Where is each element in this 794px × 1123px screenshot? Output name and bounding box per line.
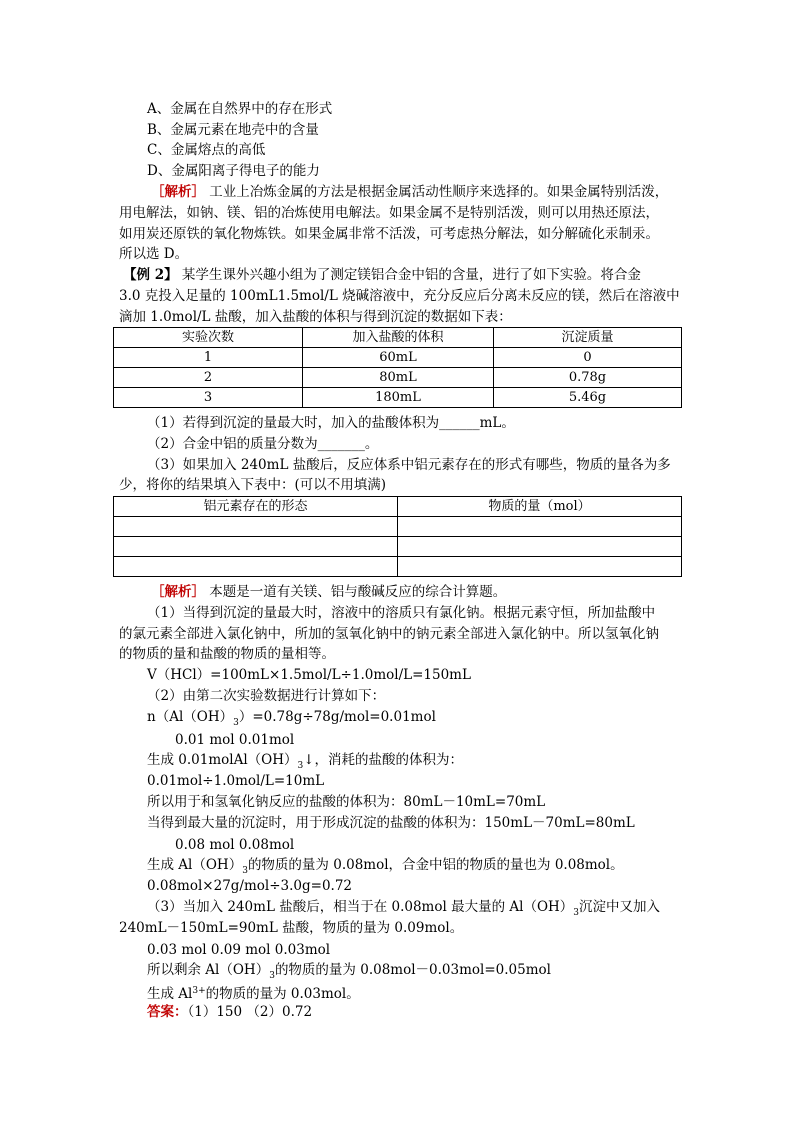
question-3-line1: （3）如果加入 240mL 盐酸后，反应体系中铝元素存在的形式有哪些，物质的量各为多 <box>147 457 671 473</box>
table-row <box>114 557 682 577</box>
answer-tag: 答案： <box>147 1004 188 1020</box>
experiment-table <box>113 327 682 408</box>
generate-line-2: 生成 $Al(OH)_3$的物质的量为 0.08mol，合金中铝的物质的量也为 0.08mol。 <box>147 857 624 876</box>
equation-1: V（HCl）=100mL×1.5mol/L÷1.0mol/L=150mL <box>147 667 471 683</box>
table-cell: 60mL <box>303 348 494 368</box>
table-cell: 2 <box>114 368 303 388</box>
question-2: （2）合金中铝的质量分数为_______。 <box>147 436 379 452</box>
analysis2-p1-line3: 的物质的量和盐酸的物质的量相等。 <box>119 646 335 662</box>
analysis1-line1: ［解析］ 工业上冶炼金属的方法是根据金属活动性顺序来选择的。如果金属特别活泼， <box>151 184 669 200</box>
al-ion-line: 生成 $Al^{3+}$的物质的量为 0.03mol。 <box>147 986 360 1002</box>
table-cell <box>398 537 682 557</box>
analysis2-p3-line1: （3）当加入 240mL 盐酸后，相当于在 0.08mol 最大量的 $Al(OH)_3$沉淀中又加入 <box>147 899 661 918</box>
answer-table <box>113 496 682 577</box>
table-header: 加入盐酸的体积 <box>303 328 494 348</box>
equation-4: 0.08mol×27g/mol÷3.0g=0.72 <box>147 878 353 894</box>
equation-2: $n(Al(OH)_3)=0.78g\div 78g/mol=0.01mol$ <box>147 709 436 728</box>
mole-row-2: 0.08 mol 0.08mol <box>175 837 295 853</box>
table-cell: 0.78g <box>494 368 682 388</box>
analysis2-p2: （2）由第二次实验数据进行计算如下： <box>147 688 386 704</box>
analysis-tag: ［解析］ <box>151 584 205 600</box>
table-row <box>114 368 682 388</box>
example2-line1: 【例 2】 某学生课外兴趣小组为了测定镁铝合金中铝的含量，进行了如下实验。将合金 <box>123 267 641 283</box>
table-cell <box>114 537 398 557</box>
table-cell <box>398 517 682 537</box>
table-cell: 180mL <box>303 388 494 408</box>
option-a: A、金属在自然界中的存在形式 <box>147 101 333 117</box>
table-cell <box>114 517 398 537</box>
analysis1-line2: 用电解法，如钠、镁、铝的冶炼使用电解法。如果金属不是特别活泼，则可以用热还原法， <box>119 205 659 221</box>
equation-3: 0.01mol÷1.0mol/L=10mL <box>147 773 325 789</box>
table-row <box>114 537 682 557</box>
analysis2-p3-line2: 240mL－150mL=90mL 盐酸，物质的量为 0.09mol。 <box>119 920 464 936</box>
answer-line: 答案：（1）150 （2）0.72 <box>147 1004 313 1020</box>
option-c: C、金属熔点的高低 <box>147 142 266 158</box>
table-cell: 80mL <box>303 368 494 388</box>
example2-line3: 滴加 1.0mol/L 盐酸，加入盐酸的体积与得到沉淀的数据如下表： <box>119 309 512 325</box>
question-1: （1）若得到沉淀的量最大时，加入的盐酸体积为______mL。 <box>147 415 515 431</box>
option-b: B、金属元素在地壳中的含量 <box>147 122 319 138</box>
table-header: 实验次数 <box>114 328 303 348</box>
mole-row-3: 0.03 mol 0.09 mol 0.03mol <box>147 942 331 958</box>
table-cell: 1 <box>114 348 303 368</box>
question-3-line2: 少，将你的结果填入下表中：(可以不用填满) <box>119 477 387 493</box>
analysis1-line3: 如用炭还原铁的氧化物炼铁。如果金属非常不活泼，可考虑热分解法，如分解硫化汞制汞。 <box>119 226 659 242</box>
table-cell <box>114 557 398 577</box>
table-header: 沉淀质量 <box>494 328 682 348</box>
example2-line2: 3.0 克投入足量的 100mL1.5mol/L 烧碱溶液中，充分反应后分离未反应的镁，然后在溶液中 <box>119 288 680 304</box>
analysis2-intro: ［解析］ 本题是一道有关镁、铝与酸碱反应的综合计算题。 <box>151 584 507 600</box>
analysis2-p1-line2: 的氯元素全部进入氯化钠中，所加的氢氧化钠中的钠元素全部进入氯化钠中。所以氢氧化钠 <box>119 626 659 642</box>
analysis1-line4: 所以选 D。 <box>119 246 189 262</box>
max-line: 当得到最大量的沉淀时，用于形成沉淀的盐酸的体积为：150mL－70mL=80mL <box>147 815 635 831</box>
table-row <box>114 388 682 408</box>
generate-line-1: 生成 $0.01molAl(OH)_3↓$，消耗的盐酸的体积为： <box>147 752 464 771</box>
table-cell <box>398 557 682 577</box>
table-cell: 3 <box>114 388 303 408</box>
naoh-line: 所以用于和氢氧化钠反应的盐酸的体积为：80mL－10mL=70mL <box>147 794 546 810</box>
table-cell: 0 <box>494 348 682 368</box>
analysis-tag: ［解析］ <box>151 184 205 200</box>
table-row <box>114 517 682 537</box>
example-tag: 【例 2】 <box>123 267 178 283</box>
option-d: D、金属阳离子得电子的能力 <box>147 163 320 179</box>
table-header: 物质的量（mol） <box>398 497 682 517</box>
table-row <box>114 348 682 368</box>
table-cell: 5.46g <box>494 388 682 408</box>
table-header: 铝元素存在的形态 <box>114 497 398 517</box>
analysis2-p1-line1: （1）当得到沉淀的量最大时，溶液中的溶质只有氯化钠。根据元素守恒，所加盐酸中 <box>147 605 656 621</box>
remaining-line: 所以剩余 $Al(OH)_3$的物质的量为 0.08mol－0.03mol=0.05mol <box>147 962 551 981</box>
mole-row-1: 0.01 mol 0.01mol <box>175 732 295 748</box>
